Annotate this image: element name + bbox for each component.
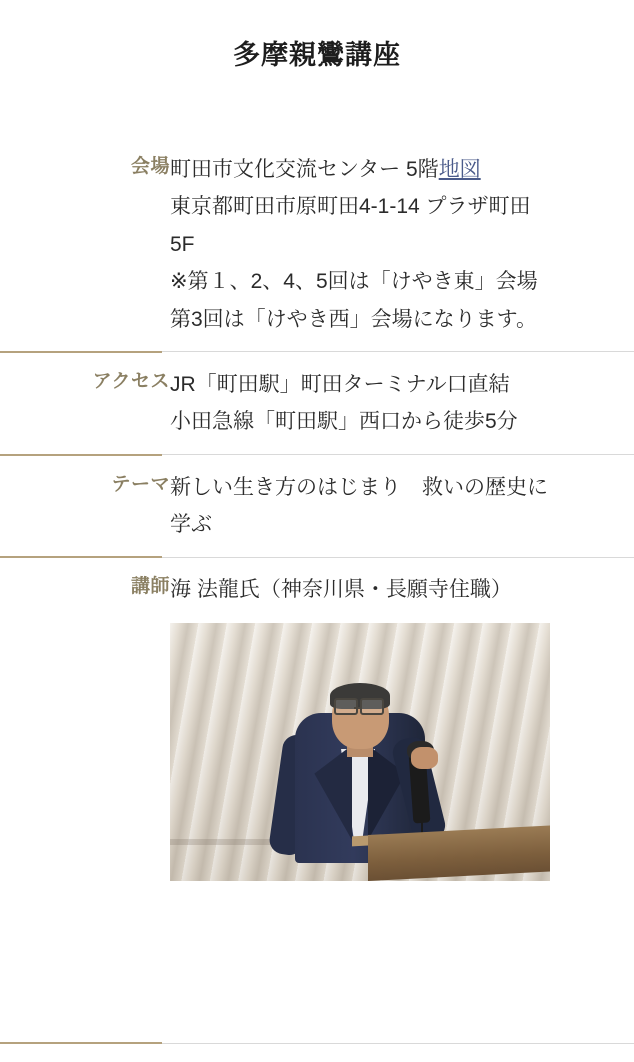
- row-label-lecturer: 講師: [130, 576, 170, 598]
- row-label-venue: 会場: [130, 156, 170, 178]
- venue-value: [170, 151, 634, 338]
- divider-3: [0, 556, 634, 558]
- divider-accent-2: [0, 454, 162, 456]
- map-link[interactable]: 地図: [438, 158, 481, 182]
- photo-microphone-cable: [421, 807, 423, 833]
- divider-row-4: [0, 1042, 634, 1044]
- label-cell-theme: [0, 469, 170, 544]
- value-cell-access: [170, 366, 634, 441]
- value-cell-venue: [170, 151, 634, 338]
- lecturer-photo: [170, 623, 550, 881]
- label-cell-lecturer: [0, 571, 170, 880]
- theme-line-2: 学ぶ: [170, 513, 212, 537]
- table-row-theme: [0, 469, 634, 544]
- value-cell-theme: [170, 469, 634, 544]
- divider-accent-4: [0, 1042, 162, 1044]
- venue-name: 町田市文化交流センター 5階: [170, 158, 439, 182]
- divider-line-2: [162, 454, 634, 455]
- photo-glasses-bridge: [354, 707, 360, 709]
- row-label-access: アクセス: [92, 370, 170, 392]
- divider-row-3: [0, 543, 634, 571]
- venue-line-2: 東京都町田市原町田4-1-14 プラザ町田: [170, 195, 531, 219]
- label-cell-access: [0, 366, 170, 441]
- lecture-info-table: [0, 151, 634, 881]
- divider-4: [0, 1042, 634, 1044]
- venue-line-4: ※第１、2、4、5回は「けやき東」会場: [170, 270, 538, 294]
- row-label-theme: テーマ: [111, 473, 170, 495]
- divider-accent-1: [0, 351, 162, 353]
- theme-line-1: 新しい生き方のはじまり 救いの歴史に: [170, 475, 548, 499]
- theme-value: [170, 469, 634, 544]
- photo-glasses-right-lens: [360, 698, 384, 715]
- divider-1: [0, 351, 634, 353]
- access-line-1: JR「町田駅」町田ターミナル口直結: [170, 372, 510, 396]
- divider-row-1: [0, 338, 634, 366]
- value-cell-lecturer: [170, 571, 634, 880]
- divider-accent-3: [0, 556, 162, 558]
- venue-line-3: 5F: [170, 232, 195, 256]
- photo-podium: [368, 825, 550, 881]
- venue-line-5: 第3回は「けやき西」会場になります。: [170, 307, 537, 331]
- table-row-venue: [0, 151, 634, 338]
- access-value: [170, 366, 634, 441]
- divider-line-3: [162, 557, 634, 558]
- table-row-access: [0, 366, 634, 441]
- lecturer-value: [170, 571, 634, 608]
- photo-hand: [411, 747, 438, 769]
- lecturer-photo-container: [170, 623, 634, 881]
- label-cell-venue: [0, 151, 170, 338]
- venue-line-1: [170, 151, 634, 188]
- table-row-lecturer: [0, 571, 634, 880]
- divider-row-2: [0, 441, 634, 469]
- lecture-info-page: [0, 38, 634, 1062]
- divider-2: [0, 454, 634, 456]
- divider-line-1: [162, 351, 634, 352]
- access-line-2: 小田急線「町田駅」西口から徒歩5分: [170, 410, 518, 434]
- divider-line-4: [162, 1043, 634, 1044]
- lecturer-name-line: 海 法龍氏（神奈川県・長願寺住職）: [170, 578, 512, 602]
- page-title: 多摩親鸞講座: [233, 40, 401, 70]
